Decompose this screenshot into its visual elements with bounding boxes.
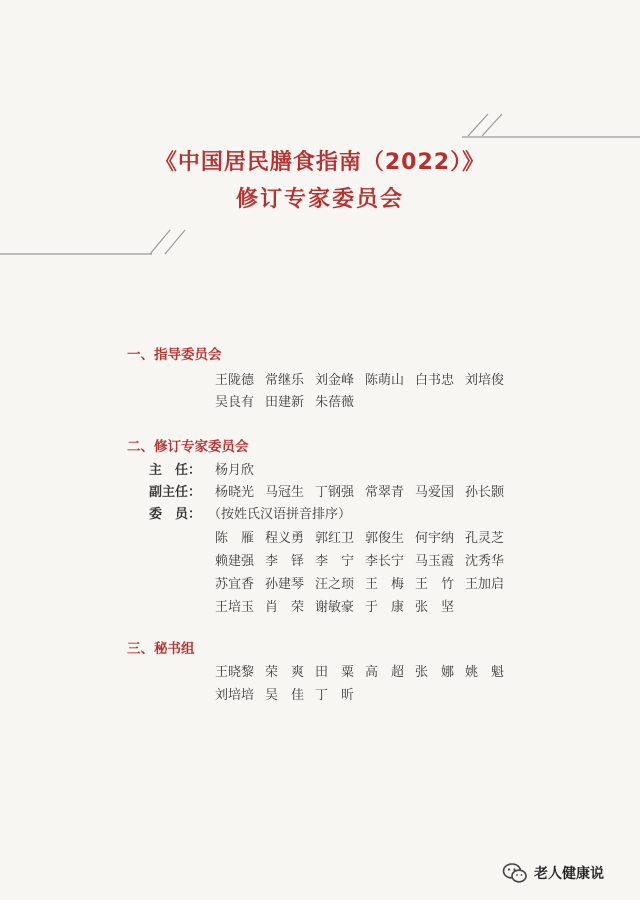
member-name: 郭俊生 bbox=[365, 531, 405, 546]
member-name: 郭红卫 bbox=[315, 531, 355, 546]
member-name: 王培玉 bbox=[215, 600, 255, 615]
section-heading-secretariat: 三、秘书组 bbox=[127, 641, 195, 657]
wechat-icon bbox=[502, 862, 528, 884]
role-label-chair: 主 任： bbox=[149, 463, 202, 478]
member-name: 马玉霞 bbox=[415, 554, 455, 569]
member-name: 刘培俊 bbox=[465, 373, 505, 388]
title-line-1: 《中国居民膳食指南（2022）》 bbox=[154, 150, 486, 175]
decorative-slash-line-top bbox=[462, 112, 640, 138]
chair-name: 杨月欣 bbox=[215, 463, 255, 478]
member-name: 李 铎 bbox=[265, 554, 305, 569]
member-name: 汪之顼 bbox=[315, 577, 355, 592]
vice-chair-name: 丁钢强 bbox=[315, 485, 355, 500]
vice-chair-name: 杨晓光 bbox=[215, 485, 255, 500]
member-name: 陈萌山 bbox=[365, 373, 405, 388]
name-row bbox=[215, 553, 515, 571]
watermark bbox=[502, 862, 604, 884]
member-name: 白书忠 bbox=[415, 373, 455, 388]
member-name: 高 超 bbox=[365, 665, 405, 680]
member-name: 田 粟 bbox=[315, 665, 355, 680]
member-name: 刘培培 bbox=[215, 688, 255, 703]
member-name: 李长宁 bbox=[365, 554, 405, 569]
member-name: 谢敏豪 bbox=[315, 600, 355, 615]
member-name: 丁 昕 bbox=[315, 688, 355, 703]
name-row bbox=[215, 484, 515, 502]
member-name: 田建新 bbox=[265, 395, 305, 410]
member-name: 赖建强 bbox=[215, 554, 255, 569]
member-name: 张 娜 bbox=[415, 665, 455, 680]
member-name: 王 竹 bbox=[415, 577, 455, 592]
watermark-text: 老人健康说 bbox=[534, 866, 604, 882]
title-line-2: 修订专家委员会 bbox=[235, 187, 404, 212]
member-name: 程义勇 bbox=[265, 531, 305, 546]
name-row bbox=[215, 394, 365, 412]
member-name: 陈 雁 bbox=[215, 531, 255, 546]
member-name: 吴 佳 bbox=[265, 688, 305, 703]
member-name: 苏宜香 bbox=[215, 577, 255, 592]
vice-chair-name: 马爱国 bbox=[415, 485, 455, 500]
vice-chair-name: 孙长颢 bbox=[465, 485, 505, 500]
member-name: 吴良有 bbox=[215, 395, 255, 410]
member-name: 常继乐 bbox=[265, 373, 305, 388]
name-row bbox=[215, 530, 515, 548]
document-title bbox=[0, 148, 640, 216]
decorative-slash-line-bottom bbox=[0, 226, 190, 256]
vice-chair-name: 常翠青 bbox=[365, 485, 405, 500]
members-sort-note: （按姓氏汉语拼音排序） bbox=[208, 507, 352, 522]
member-name: 王加启 bbox=[465, 577, 505, 592]
member-name: 张 坚 bbox=[415, 600, 455, 615]
member-name: 孙建琴 bbox=[265, 577, 305, 592]
name-row bbox=[215, 664, 515, 682]
name-row bbox=[215, 599, 465, 617]
member-name: 李 宁 bbox=[315, 554, 355, 569]
member-name: 于 康 bbox=[365, 600, 405, 615]
member-name: 朱蓓薇 bbox=[315, 395, 355, 410]
role-label-vice-chair: 副主任： bbox=[149, 485, 202, 500]
name-row bbox=[215, 576, 515, 594]
role-label-members: 委 员： bbox=[149, 507, 202, 522]
member-name: 荣 爽 bbox=[265, 665, 305, 680]
member-name: 姚 魁 bbox=[465, 665, 505, 680]
section-heading-expert-committee: 二、修订专家委员会 bbox=[127, 439, 249, 455]
member-name: 何宇纳 bbox=[415, 531, 455, 546]
name-row bbox=[215, 372, 515, 390]
name-row bbox=[215, 687, 365, 705]
member-name: 孔灵芝 bbox=[465, 531, 505, 546]
member-name: 肖 荣 bbox=[265, 600, 305, 615]
section-heading-guidance-committee: 一、指导委员会 bbox=[127, 347, 222, 363]
member-name: 沈秀华 bbox=[465, 554, 505, 569]
member-name: 王晓黎 bbox=[215, 665, 255, 680]
member-name: 王 梅 bbox=[365, 577, 405, 592]
vice-chair-name: 马冠生 bbox=[265, 485, 305, 500]
member-name: 刘金峰 bbox=[315, 373, 355, 388]
member-name: 王陇德 bbox=[215, 373, 255, 388]
